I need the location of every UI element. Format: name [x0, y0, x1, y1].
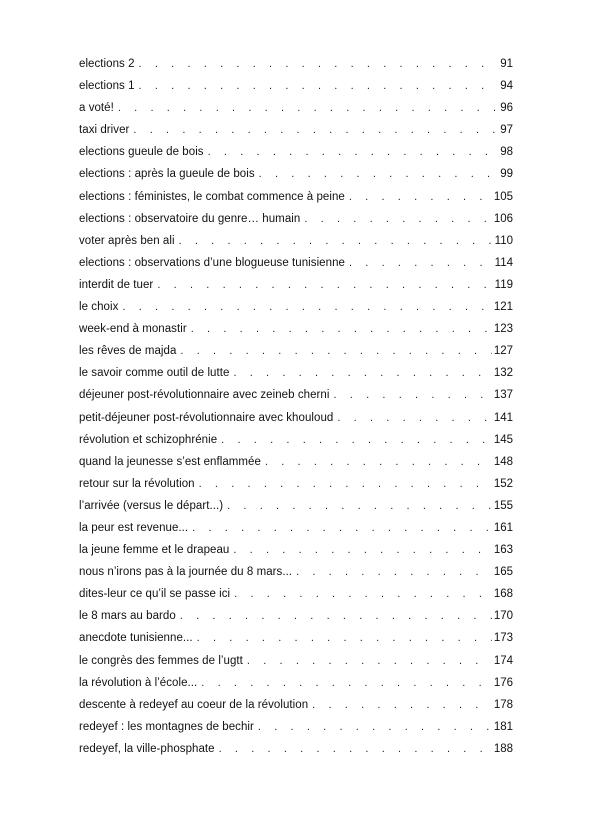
entry-page-number: 178	[493, 698, 513, 711]
toc-entry[interactable]	[79, 119, 513, 141]
dot-leader	[349, 186, 492, 208]
entry-page-number: 148	[493, 455, 513, 468]
entry-title: redeyef, la ville-phosphate	[79, 742, 215, 755]
toc-entry[interactable]	[79, 627, 513, 649]
entry-page-number: 91	[500, 58, 513, 70]
entry-page-number: 152	[493, 477, 513, 490]
entry-title: descente à redeyef au coeur de la révolution	[79, 698, 309, 711]
dot-leader	[139, 53, 499, 75]
dot-leader	[349, 252, 493, 274]
entry-page-number: 94	[500, 80, 513, 93]
dot-leader	[227, 495, 492, 517]
entry-page-number: 174	[493, 654, 513, 667]
entry-page-number: 173	[493, 632, 513, 645]
entry-page-number: 110	[494, 234, 513, 247]
entry-title: quand la jeunesse s’est enflammée	[79, 455, 261, 468]
entry-page-number: 137	[493, 389, 513, 402]
entry-page-number: 99	[500, 168, 513, 181]
dot-leader	[233, 539, 491, 561]
entry-page-number: 96	[500, 102, 513, 115]
toc-entry[interactable]	[79, 384, 513, 406]
entry-title: le 8 mars au bardo	[79, 610, 176, 623]
dot-leader	[219, 738, 492, 760]
dot-leader	[259, 163, 499, 185]
toc-entry[interactable]	[79, 539, 513, 561]
entry-page-number: 168	[493, 588, 513, 601]
entry-page-number: 114	[494, 256, 513, 269]
dot-leader	[265, 451, 492, 473]
toc-entry[interactable]	[79, 186, 513, 208]
dot-leader	[296, 561, 492, 583]
entry-title: elections gueule de bois	[79, 146, 204, 159]
entry-title: le choix	[79, 301, 119, 314]
entry-title: elections : observatoire du genre… humain	[79, 212, 301, 225]
entry-title: taxi driver	[79, 124, 130, 137]
dot-leader	[233, 362, 491, 384]
toc-entry[interactable]	[79, 296, 513, 318]
toc-entry[interactable]	[79, 407, 513, 429]
toc-entry[interactable]	[79, 605, 513, 627]
dot-leader	[234, 583, 492, 605]
toc-entry[interactable]	[79, 583, 513, 605]
dot-leader	[180, 340, 491, 362]
dot-leader	[139, 75, 499, 97]
dot-leader	[157, 274, 492, 296]
entry-page-number: 141	[493, 411, 513, 424]
toc-entry[interactable]	[79, 362, 513, 384]
entry-page-number: 97	[500, 124, 513, 137]
entry-title: déjeuner post-révolutionnaire avec zeineb cherni	[79, 389, 330, 402]
dot-leader	[221, 429, 492, 451]
entry-title: week-end à monastir	[79, 323, 187, 336]
entry-page-number: 188	[493, 742, 513, 755]
entry-page-number: 98	[500, 146, 513, 159]
dot-leader	[197, 627, 492, 649]
dot-leader	[201, 672, 492, 694]
entry-title: retour sur la révolution	[79, 477, 195, 490]
toc-entry[interactable]	[79, 274, 513, 296]
toc-entry[interactable]	[79, 561, 513, 583]
dot-leader	[247, 650, 492, 672]
entry-title: elections : féministes, le combat commence à peine	[79, 190, 345, 203]
entry-title: la jeune femme et le drapeau	[79, 544, 230, 557]
toc-entry[interactable]	[79, 97, 513, 119]
entry-page-number: 170	[493, 610, 513, 623]
entry-title: a voté!	[79, 102, 114, 115]
entry-title: petit-déjeuner post-révolutionnaire avec khouloud	[79, 411, 334, 424]
entry-page-number: 163	[493, 544, 513, 557]
toc-entry[interactable]	[79, 672, 513, 694]
toc-entry[interactable]	[79, 517, 513, 539]
entry-page-number: 176	[493, 676, 513, 689]
dot-leader	[312, 694, 492, 716]
entry-title: dites-leur ce qu’il se passe ici	[79, 588, 231, 601]
toc-entry[interactable]	[79, 318, 513, 340]
entry-page-number: 127	[493, 345, 513, 358]
entry-page-number: 132	[493, 367, 513, 380]
entry-page-number: 121	[493, 301, 513, 314]
dot-leader	[337, 407, 491, 429]
entry-title: la révolution à l’école...	[79, 676, 198, 689]
dot-leader	[191, 318, 492, 340]
dot-leader	[122, 296, 491, 318]
dot-leader	[180, 605, 492, 627]
entry-page-number: 105	[493, 190, 513, 203]
entry-title: révolution et schizophrénie	[79, 433, 218, 446]
entry-title: elections : après la gueule de bois	[79, 168, 255, 181]
toc-entry[interactable]	[79, 53, 513, 75]
entry-page-number: 145	[493, 433, 513, 446]
toc-entry[interactable]	[79, 694, 513, 716]
toc-entry[interactable]	[79, 495, 513, 517]
entry-title: redeyef : les montagnes de bechir	[79, 720, 254, 733]
entry-title: elections 1	[79, 80, 135, 93]
toc-entry[interactable]	[79, 451, 513, 473]
entry-title: anecdote tunisienne...	[79, 632, 193, 645]
dot-leader	[118, 97, 498, 119]
entry-page-number: 181	[493, 720, 513, 733]
entry-page-number: 165	[493, 566, 513, 579]
entry-title: le savoir comme outil de lutte	[79, 367, 230, 380]
dot-leader	[192, 517, 492, 539]
toc-entry[interactable]	[79, 650, 513, 672]
toc-entry[interactable]	[79, 716, 513, 738]
dot-leader	[208, 141, 499, 163]
toc-entry[interactable]	[79, 75, 513, 97]
toc-entry[interactable]	[79, 208, 513, 230]
toc-entry[interactable]	[79, 230, 513, 252]
entry-title: la peur est revenue...	[79, 521, 189, 534]
table-of-contents	[79, 53, 513, 760]
toc-entry[interactable]	[79, 141, 513, 163]
entry-page-number: 123	[493, 323, 513, 336]
entry-title: le congrès des femmes de l’ugtt	[79, 654, 243, 667]
toc-entry[interactable]	[79, 340, 513, 362]
toc-entry[interactable]	[79, 163, 513, 185]
entry-page-number: 106	[493, 212, 513, 225]
dot-leader	[258, 716, 492, 738]
dot-leader	[179, 230, 493, 252]
entry-title: voter après ben ali	[79, 234, 175, 247]
dot-leader	[133, 119, 498, 141]
entry-page-number: 155	[493, 499, 513, 512]
entry-title: l’arrivée (versus le départ...)	[79, 499, 224, 512]
entry-page-number: 119	[494, 278, 513, 291]
entry-title: nous n’irons pas à la journée du 8 mars...	[79, 566, 293, 579]
toc-entry[interactable]	[79, 473, 513, 495]
entry-title: interdit de tuer	[79, 278, 154, 291]
entry-title: les rêves de majda	[79, 345, 177, 358]
dot-leader	[304, 208, 491, 230]
entry-title: elections : observations d’une blogueuse tunisienne	[79, 256, 345, 269]
dot-leader	[333, 384, 491, 406]
entry-title: elections 2	[79, 58, 135, 70]
toc-entry[interactable]	[79, 429, 513, 451]
toc-entry[interactable]	[79, 252, 513, 274]
toc-entry[interactable]	[79, 738, 513, 760]
dot-leader	[199, 473, 492, 495]
entry-page-number: 161	[493, 521, 513, 534]
